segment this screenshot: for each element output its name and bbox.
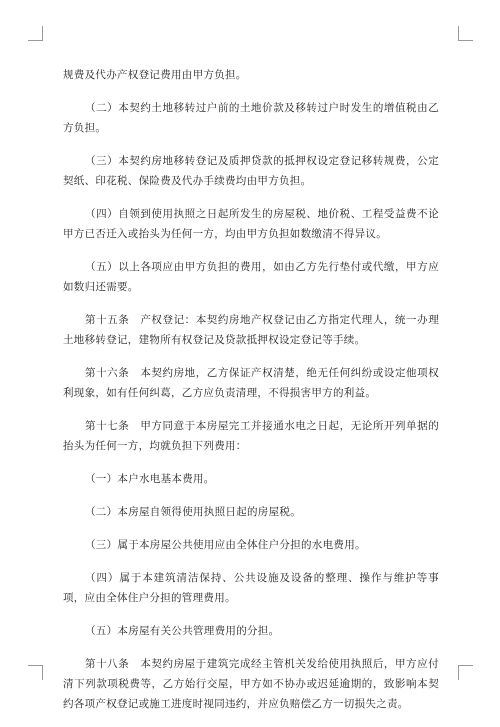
paragraph-article-17-item-1: （一）本户水电基本费用。 xyxy=(85,473,215,485)
paragraph-article-18: 第十八条 本契约房屋于建筑完成经主管机关发给使用执照后，甲方应付清下列款项税费等，乙方始行交屋，甲方如不协办或迟延逾期的，致影响本契约各项产权登记或施工进度时视同违约，并应负赔偿乙方一切损失之责。 xyxy=(63,658,439,710)
paragraph-article-17-item-4: （四）属于本建筑清洁保持、公共设施及设备的整理、操作与维护等事项，应由全体住户分担的管理费用。 xyxy=(63,572,439,604)
crop-mark-bottom-right xyxy=(458,665,473,680)
paragraph-article-17-item-2: （二）本房屋自领得使用执照日起的房屋税。 xyxy=(85,506,301,518)
paragraph-fee-continuation: 规费及代办产权登记费用由甲方负担。 xyxy=(63,69,247,81)
paragraph-article-17-item-5: （五）本房屋有关公共管理费用的分担。 xyxy=(85,625,280,637)
paragraph-item-3-registration-fees: （三）本契约房地移转登记及质押贷款的抵押权设定登记移转规费，公定契纸、印花税、保险费及代办手续费均由甲方负担。 xyxy=(63,155,439,187)
paragraph-item-4-property-taxes: （四）自领到使用执照之日起所发生的房屋税、地价税、工程受益费不论甲方已否迁入或抬头为任何一方，均由甲方负担如数缴清不得异议。 xyxy=(63,208,439,240)
paragraph-item-2-land-tax: （二）本契约土地移转过户前的土地价款及移转过户时发生的增值税由乙方负担。 xyxy=(63,102,439,134)
document-body xyxy=(63,65,439,727)
paragraph-article-17: 第十七条 甲方同意于本房屋完工并接通水电之日起，无论所开列单据的抬头为任何一方，均就负担下列费用： xyxy=(63,420,439,452)
paragraph-article-17-item-3: （三）属于本房屋公共使用应由全体住户分担的水电费用。 xyxy=(85,539,366,551)
crop-mark-bottom-left xyxy=(28,665,43,680)
crop-mark-top-right xyxy=(458,26,473,41)
paragraph-item-5-reimbursement: （五）以上各项应由甲方负担的费用，如由乙方先行垫付或代缴，甲方应如数归还需要。 xyxy=(63,261,439,293)
paragraph-article-15: 第十五条 产权登记：本契约房地产权登记由乙方指定代理人，统一办理土地移转登记，建物所有权登记及贷款抵押权设定登记等手续。 xyxy=(63,314,439,346)
paragraph-article-16: 第十六条 本契约房地，乙方保证产权清楚，绝无任何纠纷或设定他项权利现象，如有任何纠葛，乙方应负责清理，不得损害甲方的利益。 xyxy=(63,367,439,399)
crop-mark-top-left xyxy=(28,26,43,41)
